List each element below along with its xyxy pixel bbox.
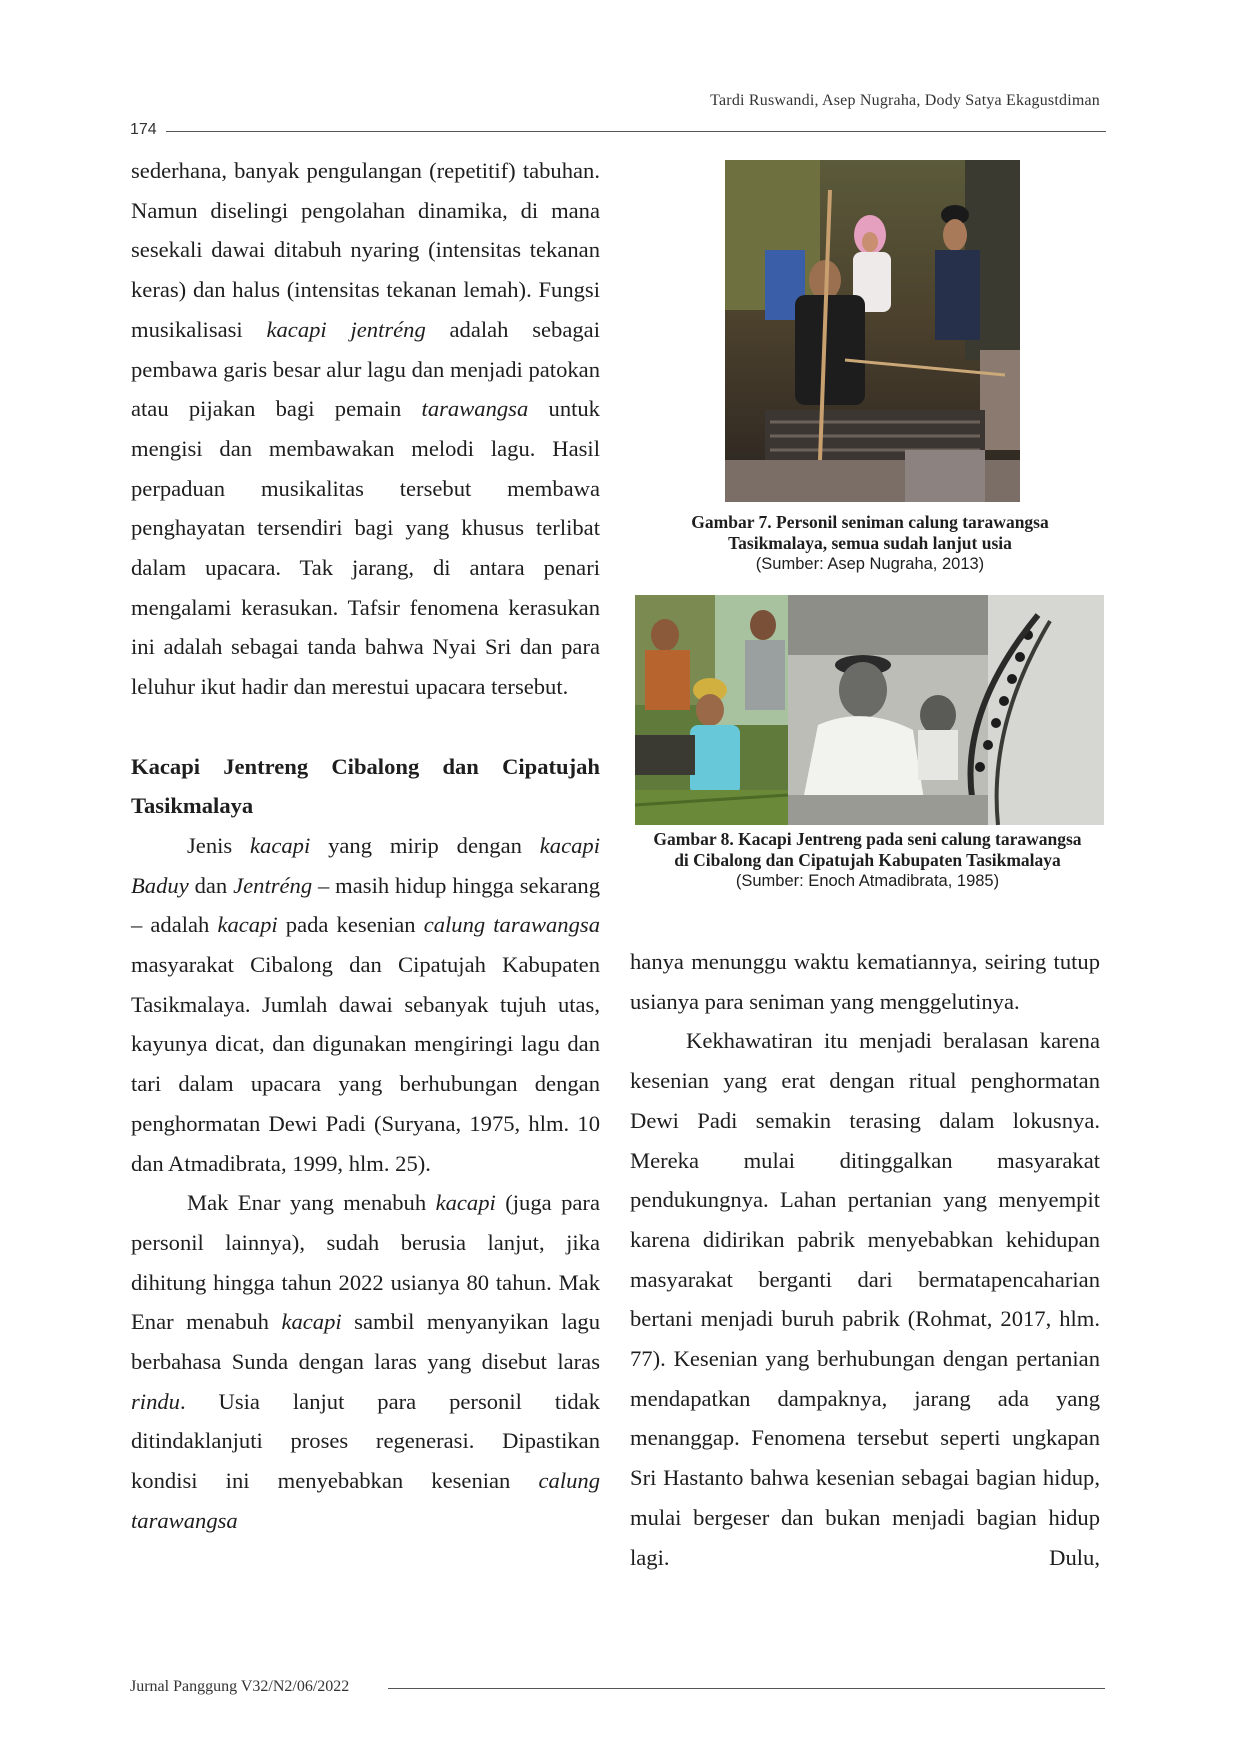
text-run: Mak Enar yang menabuh [187, 1190, 436, 1216]
figure-7-caption [650, 512, 1090, 575]
italic-term: calung tarawangsa [131, 1468, 600, 1533]
italic-term: kacapi [281, 1309, 342, 1335]
italic-term: kacapi [250, 832, 311, 858]
italic-term: kacapi Baduy [131, 832, 600, 898]
text-run: masyarakat Cibalong dan Cipatujah Kabupaten Tasikmalaya. Jumlah dawai sebanyak tujuh utas, kayunya dicat, dan digunakan mengiringi lagu dan tari dalam upacara yang berhubungan dengan penghormatan Dewi Padi (Suryana, 1975, hlm. 10 dan Atmadibrata, 1999, hlm. 25). [131, 952, 600, 1176]
italic-term: tarawangsa [421, 396, 529, 422]
figure-7-caption-title: Gambar 7. Personil seniman calung tarawangsa Tasikmalaya, semua sudah lanjut usia [691, 512, 1049, 553]
text-run: Kekhawatiran itu menjadi beralasan karena kesenian yang erat dengan ritual penghormatan Dewi Padi semakin terasing dalam lokusnya. Mereka mulai ditinggalkan masyarakat pendukungnya. Lahan pertanian yang menyempit karena didirikan pabrik menyebabkan kehidupan masyarakat berganti dari bermatapencaharian bertani menjadi buruh pabrik (Rohmat, 2017, hlm. 77). Kesenian yang berhubungan dengan pertanian mendapatkan dampaknya, jarang ada yang menanggap. Fenomena tersebut seperti ungkapan Sri Hastanto bahwa kesenian sebagai bagian hidup, mulai bergeser dan bukan menjadi bagian hidup lagi. Dulu, [630, 1028, 1100, 1570]
text-run: (juga para personil lainnya), sudah berusia lanjut, jika dihitung hingga tahun 2022 usianya 80 tahun. Mak Enar menabuh [131, 1190, 600, 1335]
paragraph [630, 1021, 1100, 1577]
figure-7-caption-source: (Sumber: Asep Nugraha, 2013) [755, 555, 985, 573]
page-number: 174 [130, 121, 157, 138]
figure-8-image-right [788, 595, 1104, 825]
text-run: adalah sebagai pembawa garis besar alur lagu dan menjadi patokan atau pijakan bagi pemain [131, 316, 600, 422]
italic-term: calung tarawangsa [423, 912, 600, 938]
italic-term: kacapi [435, 1190, 496, 1216]
figure-7-image [725, 160, 1020, 502]
italic-term: rindu [131, 1388, 180, 1414]
figure-8-image-left [635, 595, 788, 825]
text-run: . Usia lanjut para personil tidak ditindaklanjuti proses regenerasi. Dipastikan kondisi ini menyebabkan kesenian [131, 1388, 600, 1494]
left-column [131, 151, 600, 1541]
italic-term: Jentréng [233, 872, 313, 898]
section-heading: Kacapi Jentreng Cibalong dan Cipatujah Tasikmalaya [131, 753, 600, 819]
text-run: sambil menyanyikan lagu berbahasa Sunda dengan laras yang disebut laras [131, 1309, 601, 1375]
right-column [630, 942, 1100, 1577]
figure-8-photo-left [635, 595, 788, 825]
italic-term: kacapi [217, 912, 278, 938]
paragraph [131, 1183, 600, 1540]
footer-journal: Jurnal Panggung V32/N2/06/2022 [130, 1678, 350, 1695]
text-run: pada kesenian [277, 912, 424, 938]
figure-7-photo [725, 160, 1020, 502]
header-rule [166, 131, 1106, 132]
text-run: yang mirip dengan [310, 832, 540, 858]
text-run: Jenis [187, 832, 251, 858]
text-run: sederhana, banyak pengulangan (repetitif) tabuhan. Namun diselingi pengolahan dinamika, di mana sesekali dawai ditabuh nyaring (intensitas tekanan keras) dan halus (intensitas tekanan lemah). Fungsi musikalisasi [131, 158, 600, 342]
text-run: – masih hidup hingga sekarang – adalah [131, 872, 600, 938]
italic-term: kacapi jentréng [266, 316, 426, 342]
paragraph [131, 826, 600, 1183]
footer-rule [388, 1688, 1105, 1689]
text-run: hanya menunggu waktu kematiannya, seiring tutup usianya para seniman yang menggelutinya. [630, 949, 1100, 1014]
figure-8-caption-title: Gambar 8. Kacapi Jentreng pada seni calung tarawangsa di Cibalong dan Cipatujah Kabupaten Tasikmalaya [653, 829, 1082, 870]
text-run: dan [188, 872, 234, 898]
text-run: untuk mengisi dan membawakan melodi lagu. Hasil perpaduan musikalitas tersebut membawa penghayatan tersendiri bagi yang khusus terlibat dalam upacara. Tak jarang, di antara penari mengalami kerasukan. Tafsir fenomena kerasukan ini adalah sebagai tanda bahwa Nyai Sri dan para leluhur ikut hadir dan merestui upacara tersebut. [131, 396, 600, 700]
running-header-authors: Tardi Ruswandi, Asep Nugraha, Dody Satya Ekagustdiman [710, 92, 1100, 109]
figure-8-photo-right [788, 595, 1104, 825]
figure-8-caption-source: (Sumber: Enoch Atmadibrata, 1985) [735, 872, 1000, 890]
figure-8-caption [645, 829, 1090, 892]
paragraph [630, 942, 1100, 1021]
paragraph [131, 151, 600, 707]
